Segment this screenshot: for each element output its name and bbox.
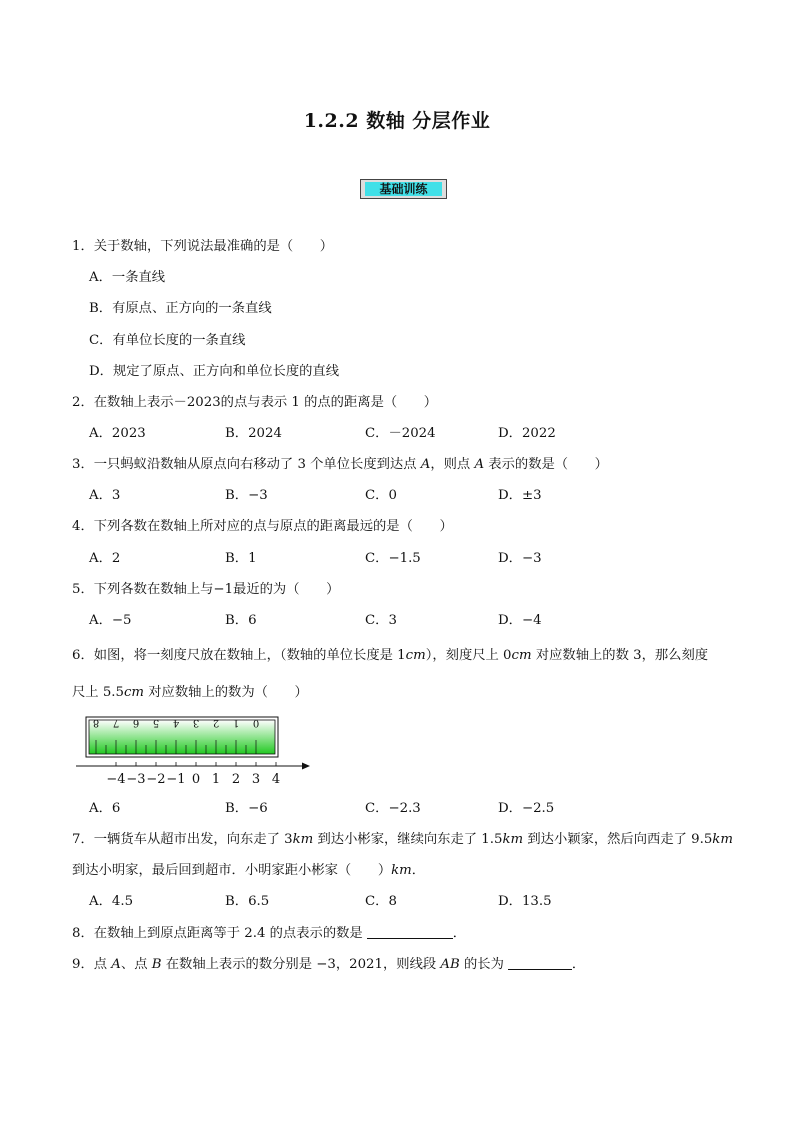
question-9: 9．点 A、点 B 在数轴上表示的数分别是 −3，2021，则线段 AB 的长为 ．: [72, 957, 586, 972]
q6-option-a: A．6: [89, 801, 121, 816]
q2-option-b: B．2024: [225, 426, 282, 441]
question-8: 8．在数轴上到原点距离等于 2.4 的点表示的数是 ．: [72, 926, 467, 941]
q2-option-c: C．－2024: [365, 426, 436, 441]
q1-option-c: C．有单位长度的一条直线: [89, 333, 246, 348]
axis-label: 1: [211, 772, 221, 787]
axis-label: 2: [231, 772, 241, 787]
axis-label: 3: [251, 772, 261, 787]
ruler-label: 7: [112, 717, 120, 728]
q6-option-d: D．−2.5: [498, 801, 555, 816]
q5-option-d: D．−4: [498, 613, 542, 628]
q6-option-b: B．−6: [225, 801, 268, 816]
number-line-arrow: [302, 763, 310, 770]
q4-option-c: C．−1.5: [365, 551, 421, 566]
axis-label: −2: [146, 772, 166, 787]
q3-option-a: A．3: [89, 488, 121, 503]
ruler-labels: [93, 717, 259, 728]
question-5: 5．下列各数在数轴上与−1最近的为（ ）: [72, 582, 340, 597]
q1-option-d: D．规定了原点、正方向和单位长度的直线: [89, 364, 340, 379]
axis-label: 4: [271, 772, 281, 787]
ruler-label: 5: [152, 717, 160, 728]
answer-blank-8[interactable]: [367, 925, 453, 939]
q3-option-d: D．±3: [498, 488, 542, 503]
axis-label: 0: [191, 772, 201, 787]
q4-option-a: A．2: [89, 551, 121, 566]
q5-option-c: C．3: [365, 613, 397, 628]
ruler-label: 4: [172, 717, 180, 728]
q4-option-d: D．−3: [498, 551, 542, 566]
answer-blank-9[interactable]: [508, 956, 572, 970]
ruler-label: 8: [92, 717, 100, 728]
ruler-label: 2: [212, 717, 220, 728]
question-7-line-1: 7．一辆货车从超市出发，向东走了 3km 到达小彬家，继续向东走了 1.5km 到达小颖家，然后向西走了 9.5km: [72, 832, 733, 847]
axis-ticks: [116, 762, 276, 766]
ruler-label: 6: [132, 717, 140, 728]
section-label: 基础训练: [365, 182, 442, 196]
question-6-line-2: 尺上 5.5cm 对应数轴上的数为（ ）: [72, 685, 308, 700]
question-1: 1．关于数轴，下列说法最准确的是（ ）: [72, 239, 334, 254]
q1-option-b: B．有原点、正方向的一条直线: [89, 301, 272, 316]
q7-option-b: B．6.5: [225, 894, 270, 909]
ruler-label: 1: [232, 717, 240, 728]
axis-labels: [106, 772, 280, 787]
q3-option-c: C．0: [365, 488, 397, 503]
q2-option-a: A．2023: [89, 426, 146, 441]
section-badge: [360, 179, 447, 199]
ruler-number-line-figure: [74, 715, 314, 790]
axis-label: −1: [166, 772, 186, 787]
q1-option-a: A．一条直线: [89, 270, 166, 285]
ruler-label: 3: [192, 717, 200, 728]
q5-option-a: A．−5: [89, 613, 132, 628]
ruler-label: 0: [252, 717, 260, 728]
q7-option-c: C．8: [365, 894, 397, 909]
q2-option-d: D．2022: [498, 426, 556, 441]
q4-option-b: B．1: [225, 551, 257, 566]
q5-option-b: B．6: [225, 613, 257, 628]
question-2: 2．在数轴上表示－2023的点与表示 1 的点的距离是（ ）: [72, 395, 438, 410]
page-title: 1.2.2 数轴 分层作业: [303, 110, 491, 132]
axis-label: −3: [126, 772, 146, 787]
question-6-line-1: 6．如图，将一刻度尺放在数轴上，（数轴的单位长度是 1cm），刻度尺上 0cm 对应数轴上的数 3，那么刻度: [72, 648, 709, 663]
q3-option-b: B．−3: [225, 488, 268, 503]
question-7-line-2: 到达小明家，最后回到超市．小明家距小彬家（ ）km．: [72, 863, 426, 878]
q6-option-c: C．−2.3: [365, 801, 421, 816]
question-3: 3．一只蚂蚁沿数轴从原点向右移动了 3 个单位长度到达点 A，则点 A 表示的数是（ ）: [72, 457, 608, 472]
axis-label: −4: [106, 772, 126, 787]
q7-option-d: D．13.5: [498, 894, 552, 909]
q7-option-a: A．4.5: [89, 894, 134, 909]
question-4: 4．下列各数在数轴上所对应的点与原点的距离最远的是（ ）: [72, 519, 453, 534]
